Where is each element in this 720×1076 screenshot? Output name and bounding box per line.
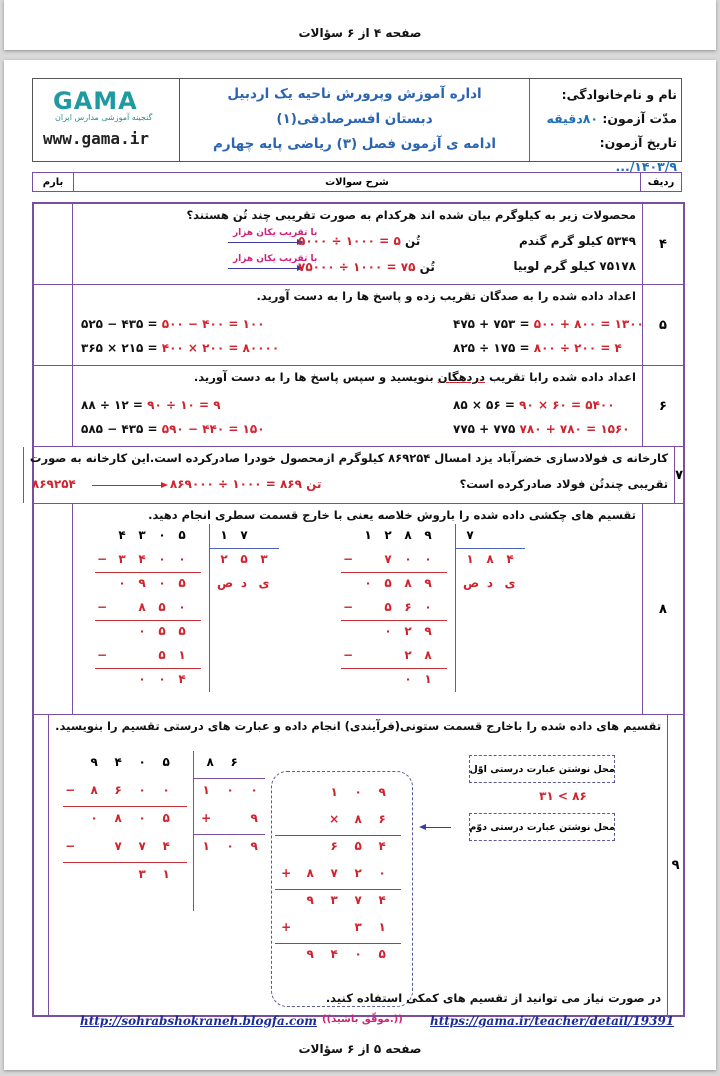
multiplication-check bbox=[279, 785, 409, 985]
question-text-line-1: کارخانه ی فولادسازی خضرآباد یزد امسال ۸۶۹۲۵۴ کیلوگرم ازمحصول خودرا صادرکرده است.این کارخانه به صورت bbox=[29, 451, 669, 465]
check-digit: ۲ bbox=[354, 866, 362, 880]
underlined-word: دردهگان bbox=[437, 370, 485, 384]
step-digit: ۰ bbox=[424, 552, 432, 566]
gama-url: www.gama.ir bbox=[43, 129, 149, 148]
step-digit: ۰ bbox=[138, 811, 146, 825]
step-digit: ۱ bbox=[162, 867, 170, 881]
arrow-icon bbox=[92, 485, 162, 486]
dividend-digit: ۰ bbox=[138, 755, 146, 769]
step-digit: − bbox=[96, 648, 108, 662]
step-digit: − bbox=[96, 552, 108, 566]
subtraction-line bbox=[95, 668, 201, 669]
subtraction-line bbox=[63, 862, 187, 863]
quotient-digit: ۳ bbox=[260, 552, 268, 566]
date-field: تاریخ آزمون: ۱۴۰۳/۹/... bbox=[599, 135, 677, 174]
step-digit: ۳ bbox=[138, 867, 146, 881]
quotient-digit: ۸ bbox=[486, 552, 494, 566]
arrow-icon bbox=[228, 242, 298, 243]
step-digit: − bbox=[65, 839, 76, 853]
sum-line bbox=[275, 835, 401, 836]
dividend-digit: ۴ bbox=[118, 528, 126, 542]
divisor-digit: ۸ bbox=[206, 755, 214, 769]
col-score: بارم bbox=[42, 176, 64, 188]
gama-teacher-link[interactable]: https://gama.ir/teacher/detail/19391 bbox=[430, 1014, 675, 1028]
sum-line bbox=[275, 889, 401, 890]
division-left bbox=[95, 528, 295, 708]
question-body bbox=[72, 285, 642, 365]
check-digit: ۶ bbox=[330, 839, 338, 853]
step-digit: − bbox=[65, 783, 76, 797]
check-digit: ۷ bbox=[330, 866, 338, 880]
check-digit: ۵ bbox=[354, 839, 362, 853]
question-text: تقسیم های داده شده را باخارج قسمت ستونی(فرآیندی) انجام داده و عبارت های درستی تقسیم را بنویسید. bbox=[55, 719, 662, 733]
check-digit: ۴ bbox=[378, 893, 386, 907]
step-digit: ۷ bbox=[114, 839, 122, 853]
blog-link[interactable]: http://sohrabshokraneh.blogfa.com bbox=[80, 1014, 317, 1028]
question-body bbox=[72, 504, 642, 714]
exam-page bbox=[4, 60, 716, 1070]
division-right bbox=[341, 528, 541, 708]
title-line-1: اداره آموزش وپرورش ناحیه یک اردبیل bbox=[227, 86, 482, 102]
name-field[interactable]: نام و نام‌خانوادگی: bbox=[561, 87, 677, 102]
step-digit: ۹ bbox=[138, 576, 146, 590]
check-digit: ۹ bbox=[306, 893, 314, 907]
step-digit: ۶ bbox=[404, 600, 412, 614]
quotient-digit: ۲ bbox=[220, 552, 228, 566]
given-beans: ۷۵۱۷۸ کیلو گرم لوبیا bbox=[513, 259, 636, 273]
step-digit: ۰ bbox=[162, 783, 170, 797]
footer bbox=[4, 1014, 716, 1034]
good-luck: ((موفّق باشید.)) bbox=[322, 1014, 403, 1025]
question-number: ۹ bbox=[667, 715, 683, 1015]
check-digit: ۳ bbox=[354, 920, 362, 934]
expression: ۴۷۵ + ۷۵۳ = ۵۰۰ + ۸۰۰ = ۱۳۰۰ bbox=[453, 317, 644, 331]
step-digit: ۱ bbox=[424, 672, 432, 686]
question-4 bbox=[34, 204, 683, 285]
step-digit: ۶ bbox=[114, 783, 122, 797]
col-row: ردیف bbox=[640, 173, 681, 191]
question-5 bbox=[34, 285, 683, 366]
question-score bbox=[34, 285, 72, 365]
check-digit: ۰ bbox=[354, 785, 362, 799]
check-digit: + bbox=[281, 866, 292, 880]
step-digit: ۸ bbox=[404, 576, 412, 590]
step-digit: ۵ bbox=[178, 576, 186, 590]
step-digit: ۴ bbox=[178, 672, 186, 686]
step-digit: ۰ bbox=[138, 672, 146, 686]
question-text: اعداد داده شده رابا تقریب دردهگان بنویسید و سپس پاسخ ها را به دست آورید. bbox=[193, 370, 636, 384]
note-2: محل نوشتن عبارت درستی دوّم bbox=[469, 821, 615, 833]
arrow-icon bbox=[228, 268, 298, 269]
step-digit: ۵ bbox=[178, 624, 186, 638]
previous-page bbox=[4, 0, 716, 50]
quotient-digit: ۱ bbox=[202, 839, 210, 853]
expression: ۸۲۵ ÷ ۱۷۵ = ۸۰۰ ÷ ۲۰۰ = ۴ bbox=[453, 341, 622, 355]
dividend-digit: ۹ bbox=[424, 528, 432, 542]
quotient-digit: ۹ bbox=[250, 839, 258, 853]
step-digit: ۱ bbox=[178, 648, 186, 662]
note-1-answer: ۳۱ < ۸۶ bbox=[539, 789, 587, 803]
col-description: شرح سوالات bbox=[73, 173, 640, 191]
question-7 bbox=[29, 447, 683, 504]
step-digit: ۵ bbox=[158, 600, 166, 614]
check-digit: ۸ bbox=[354, 812, 362, 826]
step-digit: ۰ bbox=[178, 552, 186, 566]
step-digit: ۸ bbox=[90, 783, 98, 797]
exam-header bbox=[32, 78, 682, 174]
question-8 bbox=[34, 504, 683, 715]
previous-page-number: صفحه ۴ از ۶ سؤالات bbox=[298, 26, 422, 40]
check-digit: ۴ bbox=[330, 947, 338, 961]
check-digit: ۹ bbox=[378, 785, 386, 799]
question-9 bbox=[34, 715, 683, 1015]
division-bar bbox=[209, 524, 210, 692]
question-text: اعداد داده شده را به صدگان تقریب زده و پاسخ ها را به دست آورید. bbox=[256, 289, 636, 303]
question-number: ۸ bbox=[642, 504, 683, 714]
step-digit: ۲ bbox=[404, 624, 412, 638]
divisor-line bbox=[455, 548, 525, 549]
place-label: ص bbox=[217, 576, 234, 590]
divisor-line bbox=[209, 548, 279, 549]
step-digit: ۸ bbox=[138, 600, 146, 614]
work: ۸۶۹۰۰۰ ÷ ۱۰۰۰ = ۸۶۹ تن bbox=[169, 477, 322, 491]
expression: ۸۵ × ۵۶ = ۹۰ × ۶۰ = ۵۴۰۰ bbox=[453, 398, 615, 412]
check-digit: ۳ bbox=[330, 893, 338, 907]
division-bar bbox=[193, 751, 194, 911]
dividend-digit: ۸ bbox=[404, 528, 412, 542]
check-digit: ۵ bbox=[378, 947, 386, 961]
sum-line bbox=[275, 943, 401, 944]
step-digit: ۵ bbox=[158, 648, 166, 662]
expression: ۳۶۵ × ۲۱۵ = ۴۰۰ × ۲۰۰ = ۸۰۰۰۰ bbox=[81, 341, 280, 355]
divisor-digit: ۶ bbox=[230, 755, 238, 769]
expression: ۷۷۵ + ۷۷۵ ۷۸۰ + ۷۸۰ = ۱۵۶۰ bbox=[453, 422, 630, 436]
question-body bbox=[72, 366, 642, 446]
check-digit: ۰ bbox=[354, 947, 362, 961]
student-info bbox=[529, 79, 681, 174]
step-digit: ۳ bbox=[118, 552, 126, 566]
given-value: ۸۶۹۲۵۴ bbox=[31, 477, 76, 491]
step-digit: ۰ bbox=[158, 552, 166, 566]
question-body bbox=[23, 447, 674, 503]
step-digit: ۷ bbox=[384, 552, 392, 566]
given-wheat: ۵۳۴۹ کیلو گرم گندم bbox=[519, 234, 636, 248]
question-text-line-2: تقریبی چندتُن فولاد صادرکرده است؟ bbox=[459, 477, 669, 491]
check-digit: ۴ bbox=[378, 839, 386, 853]
subtraction-line bbox=[341, 620, 447, 621]
questions-table bbox=[29, 202, 685, 1017]
place-label: ص bbox=[463, 576, 480, 590]
place-label: د bbox=[240, 576, 248, 590]
partial-quotient-digit: ۹ bbox=[250, 811, 258, 825]
step-digit: ۰ bbox=[384, 624, 392, 638]
dividend-digit: ۵ bbox=[162, 755, 170, 769]
work-beans: ۷۵۰۰۰ ÷ ۱۰۰۰ = ۷۵ تُن bbox=[298, 260, 435, 274]
exam-title bbox=[179, 79, 529, 161]
quotient-digit: ۴ bbox=[506, 552, 514, 566]
column-headers bbox=[32, 172, 682, 192]
check-digit: ۸ bbox=[306, 866, 314, 880]
subtraction-line bbox=[341, 668, 447, 669]
footnote: در صورت نیاز می توانید از تقسیم های کمکی استفاده کنید. bbox=[325, 991, 662, 1005]
gama-logo bbox=[33, 79, 179, 161]
step-digit: ۰ bbox=[118, 576, 126, 590]
check-digit: ۱ bbox=[330, 785, 338, 799]
quotient-digit: ۰ bbox=[226, 839, 234, 853]
step-digit: ۰ bbox=[158, 576, 166, 590]
title-line-3: ادامه ی آزمون فصل (۳) ریاضی پایه چهارم bbox=[213, 136, 496, 152]
step-digit: ۸ bbox=[424, 648, 432, 662]
note-1: محل نوشتن عبارت درستی اوّل bbox=[469, 763, 615, 775]
expression: ۵۸۵ − ۴۳۵ = ۵۹۰ − ۴۴۰ = ۱۵۰ bbox=[81, 422, 265, 436]
partial-quotient-digit: ۰ bbox=[226, 783, 234, 797]
check-digit: ۹ bbox=[306, 947, 314, 961]
question-text: محصولات زیر به کیلوگرم بیان شده اند هرکدام به صورت تقریبی چند تُن هستند؟ bbox=[186, 208, 636, 222]
check-digit: ۰ bbox=[378, 866, 386, 880]
step-digit: ۵ bbox=[384, 576, 392, 590]
duration-field: مدّت آزمون: ۸۰دقیقه bbox=[546, 111, 677, 126]
quotient-digit: ۵ bbox=[240, 552, 248, 566]
work-wheat: ۵۰۰۰ ÷ ۱۰۰۰ = ۵ تُن bbox=[298, 234, 421, 248]
subtraction-line bbox=[95, 572, 201, 573]
expression: ۵۲۵ − ۴۳۵ = ۵۰۰ − ۴۰۰ = ۱۰۰ bbox=[81, 317, 265, 331]
check-digit: × bbox=[329, 812, 340, 826]
place-label: ی bbox=[504, 576, 516, 590]
question-body bbox=[48, 715, 667, 1015]
subtraction-line bbox=[63, 806, 187, 807]
divisor-digit: ۷ bbox=[466, 528, 474, 542]
step-digit: ۰ bbox=[90, 811, 98, 825]
step-digit: ۹ bbox=[424, 576, 432, 590]
partial-quotient-digit: + bbox=[201, 811, 212, 825]
arrow-label: با تقریب یکان هزار bbox=[233, 254, 318, 264]
place-label: د bbox=[486, 576, 494, 590]
question-score bbox=[34, 366, 72, 446]
step-digit: − bbox=[342, 648, 354, 662]
subtraction-line bbox=[95, 620, 201, 621]
dividend-digit: ۰ bbox=[158, 528, 166, 542]
divisor-line bbox=[193, 778, 265, 779]
step-digit: ۵ bbox=[158, 624, 166, 638]
place-label: ی bbox=[258, 576, 270, 590]
arrow-left-icon bbox=[425, 827, 451, 828]
step-digit: ۵ bbox=[384, 600, 392, 614]
step-digit: ۰ bbox=[138, 783, 146, 797]
gama-logo-subtitle: گنجینه آموزشی مدارس ایران bbox=[55, 113, 153, 122]
step-digit: ۰ bbox=[138, 624, 146, 638]
dividend-digit: ۲ bbox=[384, 528, 392, 542]
dividend-digit: ۹ bbox=[90, 755, 98, 769]
partial-quotient-digit: ۱ bbox=[202, 783, 210, 797]
step-digit: ۰ bbox=[404, 552, 412, 566]
question-body bbox=[72, 204, 642, 284]
step-digit: ۴ bbox=[138, 552, 146, 566]
question-score bbox=[34, 504, 72, 714]
check-digit: ۷ bbox=[354, 893, 362, 907]
expression: ۸۸ ÷ ۱۲ = ۹۰ ÷ ۱۰ = ۹ bbox=[81, 398, 221, 412]
step-digit: ۸ bbox=[114, 811, 122, 825]
column-division bbox=[63, 755, 283, 895]
step-digit: ۰ bbox=[158, 672, 166, 686]
question-text: تقسیم های چکشی داده شده را باروش خلاصه یعنی با خارج قسمت سطری انجام دهید. bbox=[148, 508, 636, 522]
step-digit: ۵ bbox=[162, 811, 170, 825]
step-digit: ۰ bbox=[404, 672, 412, 686]
arrow-label: با تقریب یکان هزار bbox=[233, 228, 318, 238]
question-number: ۵ bbox=[642, 285, 683, 365]
quotient-line bbox=[193, 834, 265, 835]
question-score bbox=[34, 715, 48, 1015]
step-digit: ۰ bbox=[424, 600, 432, 614]
check-digit: ۱ bbox=[378, 920, 386, 934]
divisor-digit: ۱ bbox=[220, 528, 228, 542]
check-digit: ۶ bbox=[378, 812, 386, 826]
step-digit: ۹ bbox=[424, 624, 432, 638]
partial-quotient-digit: ۰ bbox=[250, 783, 258, 797]
step-digit: ۷ bbox=[138, 839, 146, 853]
gama-logo-text: GAMA bbox=[53, 87, 138, 115]
question-number: ۴ bbox=[642, 204, 683, 284]
step-digit: ۰ bbox=[178, 600, 186, 614]
title-line-2: دبستان افسرصادقی(۱) bbox=[276, 111, 433, 127]
dividend-digit: ۴ bbox=[114, 755, 122, 769]
dividend-digit: ۱ bbox=[364, 528, 372, 542]
step-digit: − bbox=[342, 600, 354, 614]
question-number: ۷ bbox=[674, 447, 683, 503]
quotient-digit: ۱ bbox=[466, 552, 474, 566]
dividend-digit: ۵ bbox=[178, 528, 186, 542]
page-number: صفحه ۵ از ۶ سؤالات bbox=[298, 1042, 422, 1056]
dividend-digit: ۳ bbox=[138, 528, 146, 542]
step-digit: ۲ bbox=[404, 648, 412, 662]
divisor-digit: ۷ bbox=[240, 528, 248, 542]
division-bar bbox=[455, 524, 456, 692]
question-number: ۶ bbox=[642, 366, 683, 446]
step-digit: − bbox=[96, 600, 108, 614]
step-digit: ۴ bbox=[162, 839, 170, 853]
step-digit: − bbox=[342, 552, 354, 566]
question-6 bbox=[34, 366, 683, 447]
subtraction-line bbox=[341, 572, 447, 573]
question-score bbox=[34, 204, 72, 284]
check-digit: + bbox=[281, 920, 292, 934]
step-digit: ۰ bbox=[364, 576, 372, 590]
